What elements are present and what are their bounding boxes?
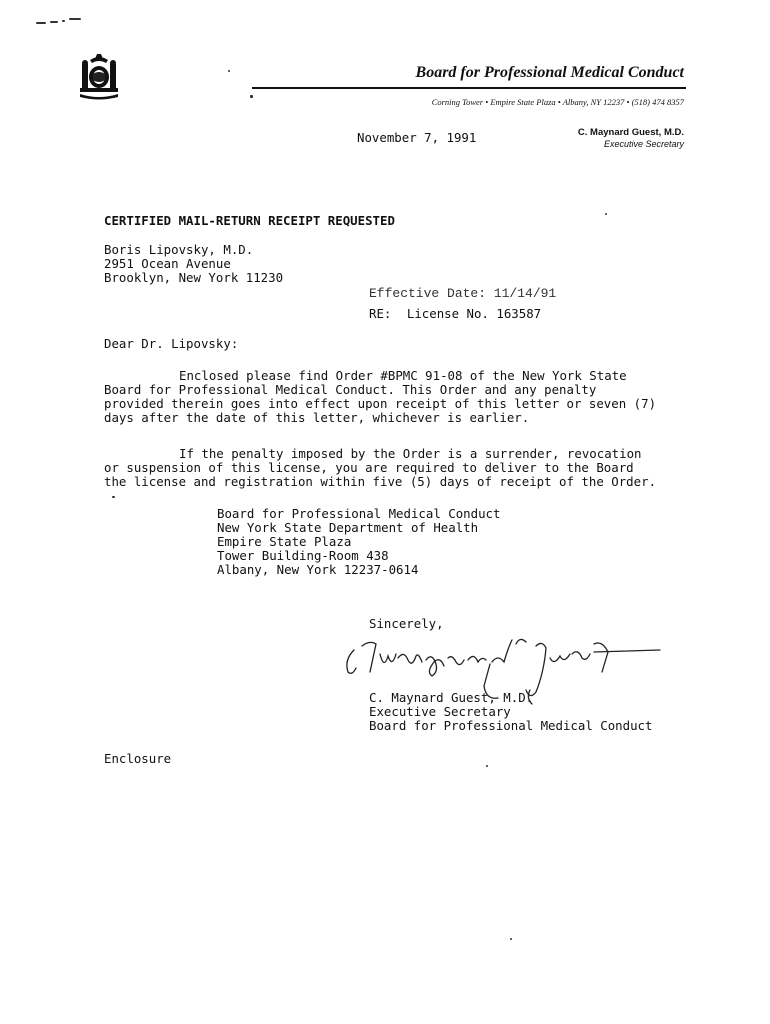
scan-mark [228,70,230,72]
scan-mark [36,22,46,24]
license-number: License No. 163587 [406,306,542,321]
state-seal-icon [76,50,122,102]
return-address-line: Board for Professional Medical Conduct [217,506,501,521]
scan-mark [605,213,607,215]
board-title: Board for Professional Medical Conduct [415,64,684,81]
recipient-name: Boris Lipovsky, M.D. [104,242,254,257]
paragraph-order-notice [104,369,656,425]
letterhead-address: Corning Tower • Empire State Plaza • Albany, NY 12237 • (518) 474 8357 [431,97,684,107]
paragraph-line: or suspension of this license, you are required to deliver to the Board [104,460,634,475]
scan-mark [486,765,488,767]
scan-mark [62,20,65,22]
recipient-street: 2951 Ocean Avenue [104,256,231,271]
salutation: Dear Dr. Lipovsky: [104,336,239,351]
closing: Sincerely, [369,616,444,631]
return-address-line: Tower Building-Room 438 [217,548,389,563]
mailing-notice: CERTIFIED MAIL-RETURN RECEIPT REQUESTED [104,213,395,228]
signer-organization: Board for Professional Medical Conduct [369,718,653,733]
paragraph-line: Enclosed please find Order #BPMC 91-08 of the New York State [179,368,627,383]
signer-title: Executive Secretary [369,704,511,719]
scan-mark [69,18,81,20]
re-line [369,306,541,321]
paragraph-line: Board for Professional Medical Conduct. This Order and any penalty [104,382,597,397]
signature-block [369,691,652,733]
enclosure-note: Enclosure [104,751,172,766]
re-label: RE: [369,306,392,321]
letter-date: November 7, 1991 [357,130,477,145]
letterhead-signatory-name: C. Maynard Guest, M.D. [577,127,684,138]
effective-date: Effective Date: 11/14/91 [369,286,557,301]
return-address-line: Albany, New York 12237-0614 [217,562,419,577]
paragraph-line: If the penalty imposed by the Order is a surrender, revocation [179,446,642,461]
scan-mark [250,95,253,98]
return-address [217,507,500,577]
paragraph-line: the license and registration within five (5) days of receipt of the Order. [104,474,657,489]
signer-name: C. Maynard Guest, M.D. [369,690,534,705]
scan-mark [112,496,115,498]
recipient-address [104,243,283,285]
return-address-line: New York State Department of Health [217,520,479,535]
scan-mark [50,21,58,23]
letterhead-signatory-title: Executive Secretary [603,139,684,149]
paragraph-line: provided therein goes into effect upon receipt of this letter or seven (7) [104,396,657,411]
letterhead-rule [252,87,686,89]
paragraph-penalty-notice [104,447,656,489]
return-address-line: Empire State Plaza [217,534,352,549]
paragraph-line: days after the date of this letter, whichever is earlier. [104,410,530,425]
scan-mark [510,938,512,940]
recipient-city: Brooklyn, New York 11230 [104,270,284,285]
